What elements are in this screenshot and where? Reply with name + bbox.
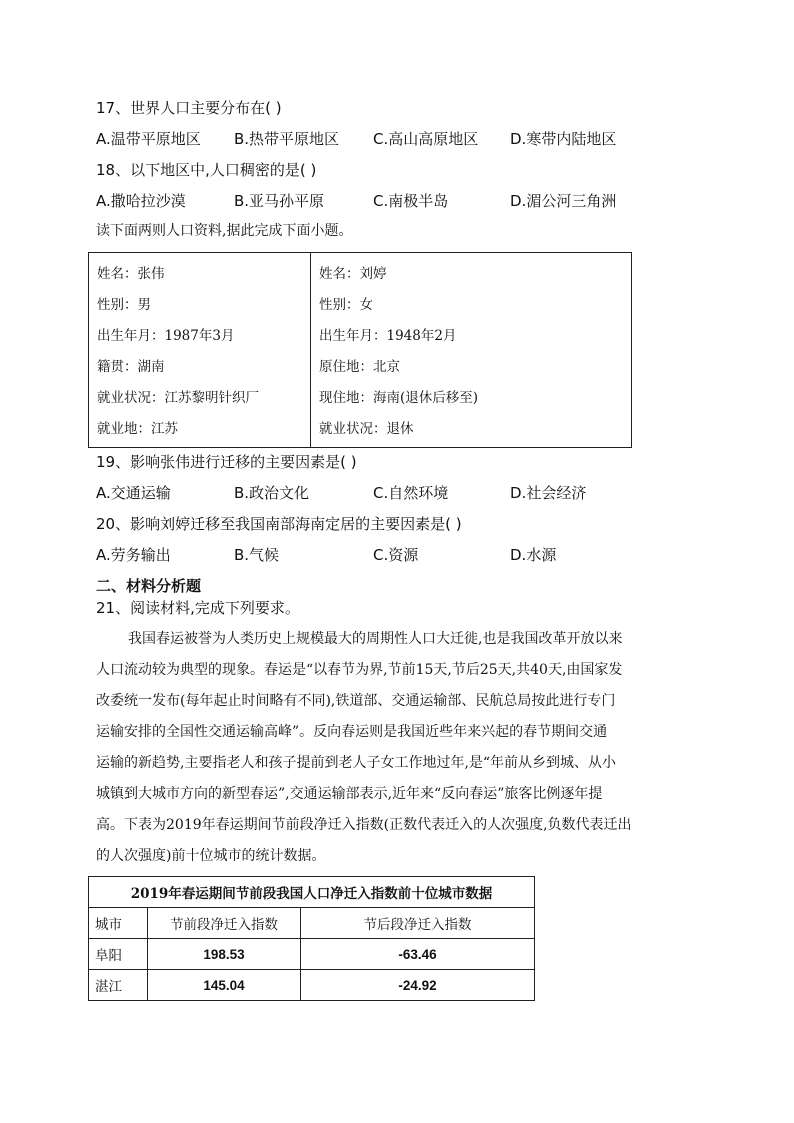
paragraph-line: 城镇到大城市方向的新型春运”,交通运输部表示,近年来“反向春运”旅客比例逐年提 xyxy=(96,786,603,802)
population-profile-box xyxy=(88,252,632,448)
table-cell-pre: 145.04 xyxy=(148,970,301,1001)
profile-field: 出生年月：1987年3月 xyxy=(97,328,235,344)
profile-field: 就业状况：江苏黎明针织厂 xyxy=(97,390,259,406)
question-17-option-c: C.高山高原地区 xyxy=(373,130,479,148)
question-20-option-b: B.气候 xyxy=(234,546,280,564)
table-header-pre: 节前段净迁入指数 xyxy=(148,908,301,939)
profile-field: 性别：男 xyxy=(97,297,151,313)
profile-field: 籍贯：湖南 xyxy=(97,359,165,375)
question-19-option-b: B.政治文化 xyxy=(234,484,310,502)
table-caption: 2019年春运期间节前段我国人口净迁入指数前十位城市数据 xyxy=(89,877,535,908)
migration-index-table xyxy=(88,876,535,1001)
paragraph-line: 人口流动较为典型的现象。春运是“以春节为界,节前15天,节后25天,共40天,由国家发 xyxy=(96,662,623,678)
question-20-option-d: D.水源 xyxy=(510,546,557,564)
paragraph-line: 运输的新趋势,主要指老人和孩子提前到老人子女工作地过年,是“年前从乡到城、从小 xyxy=(96,755,617,771)
table-row xyxy=(89,939,535,970)
profile-field: 出生年月：1948年2月 xyxy=(319,328,457,344)
question-20-option-c: C.资源 xyxy=(373,546,419,564)
question-19-option-d: D.社会经济 xyxy=(510,484,587,502)
profile-liu-ting xyxy=(311,253,631,447)
profile-field: 现住地：海南(退休后移至) xyxy=(319,390,479,406)
question-17-option-b: B.热带平原地区 xyxy=(234,130,340,148)
profile-field: 姓名：刘婷 xyxy=(319,266,387,282)
question-17-option-d: D.寒带内陆地区 xyxy=(510,130,617,148)
question-19-stem: 19、影响张伟进行迁移的主要因素是( ) xyxy=(96,453,357,471)
section-title: 二、材料分析题 xyxy=(96,577,202,595)
question-17-option-a: A.温带平原地区 xyxy=(96,130,201,148)
table-header-city: 城市 xyxy=(89,908,148,939)
question-18-option-a: A.撒哈拉沙漠 xyxy=(96,192,186,210)
paragraph-line: 的人次强度)前十位城市的统计数据。 xyxy=(96,848,326,864)
table-cell-post: -24.92 xyxy=(301,970,535,1001)
paragraph-line: 运输安排的全国性交通运输高峰”。反向春运则是我国近些年来兴起的春节期间交通 xyxy=(96,724,608,740)
question-19-option-c: C.自然环境 xyxy=(373,484,449,502)
material-paragraph xyxy=(96,624,706,872)
paragraph-line: 高。下表为2019年春运期间节前段净迁入指数(正数代表迁入的人次强度,负数代表迁出 xyxy=(96,817,632,833)
profile-field: 性别：女 xyxy=(319,297,373,313)
profile-field: 就业地：江苏 xyxy=(97,421,178,437)
profile-field: 姓名：张伟 xyxy=(97,266,165,282)
material-intro: 读下面两则人口资料,据此完成下面小题。 xyxy=(96,223,353,239)
table-cell-city: 湛江 xyxy=(89,970,148,1001)
profile-field: 就业状况：退休 xyxy=(319,421,414,437)
profile-zhang-wei xyxy=(89,253,311,447)
profile-field: 原住地：北京 xyxy=(319,359,400,375)
question-18-stem: 18、以下地区中,人口稠密的是( ) xyxy=(96,161,317,179)
table-row xyxy=(89,970,535,1001)
question-18-option-b: B.亚马孙平原 xyxy=(234,192,325,210)
question-17-stem: 17、世界人口主要分布在( ) xyxy=(96,99,282,117)
table-cell-city: 阜阳 xyxy=(89,939,148,970)
paragraph-line: 我国春运被誉为人类历史上规模最大的周期性人口大迁徙,也是我国改革开放以来 xyxy=(128,631,623,647)
table-header-post: 节后段净迁入指数 xyxy=(301,908,535,939)
paragraph-line: 改委统一发布(每年起止时间略有不同),铁道部、交通运输部、民航总局按此进行专门 xyxy=(96,693,616,709)
table-cell-pre: 198.53 xyxy=(148,939,301,970)
question-19-option-a: A.交通运输 xyxy=(96,484,171,502)
table-cell-post: -63.46 xyxy=(301,939,535,970)
question-18-option-d: D.湄公河三角洲 xyxy=(510,192,617,210)
question-20-stem: 20、影响刘婷迁移至我国南部海南定居的主要因素是( ) xyxy=(96,515,462,533)
question-18-option-c: C.南极半岛 xyxy=(373,192,449,210)
question-20-option-a: A.劳务输出 xyxy=(96,546,171,564)
question-21-stem: 21、阅读材料,完成下列要求。 xyxy=(96,599,300,617)
